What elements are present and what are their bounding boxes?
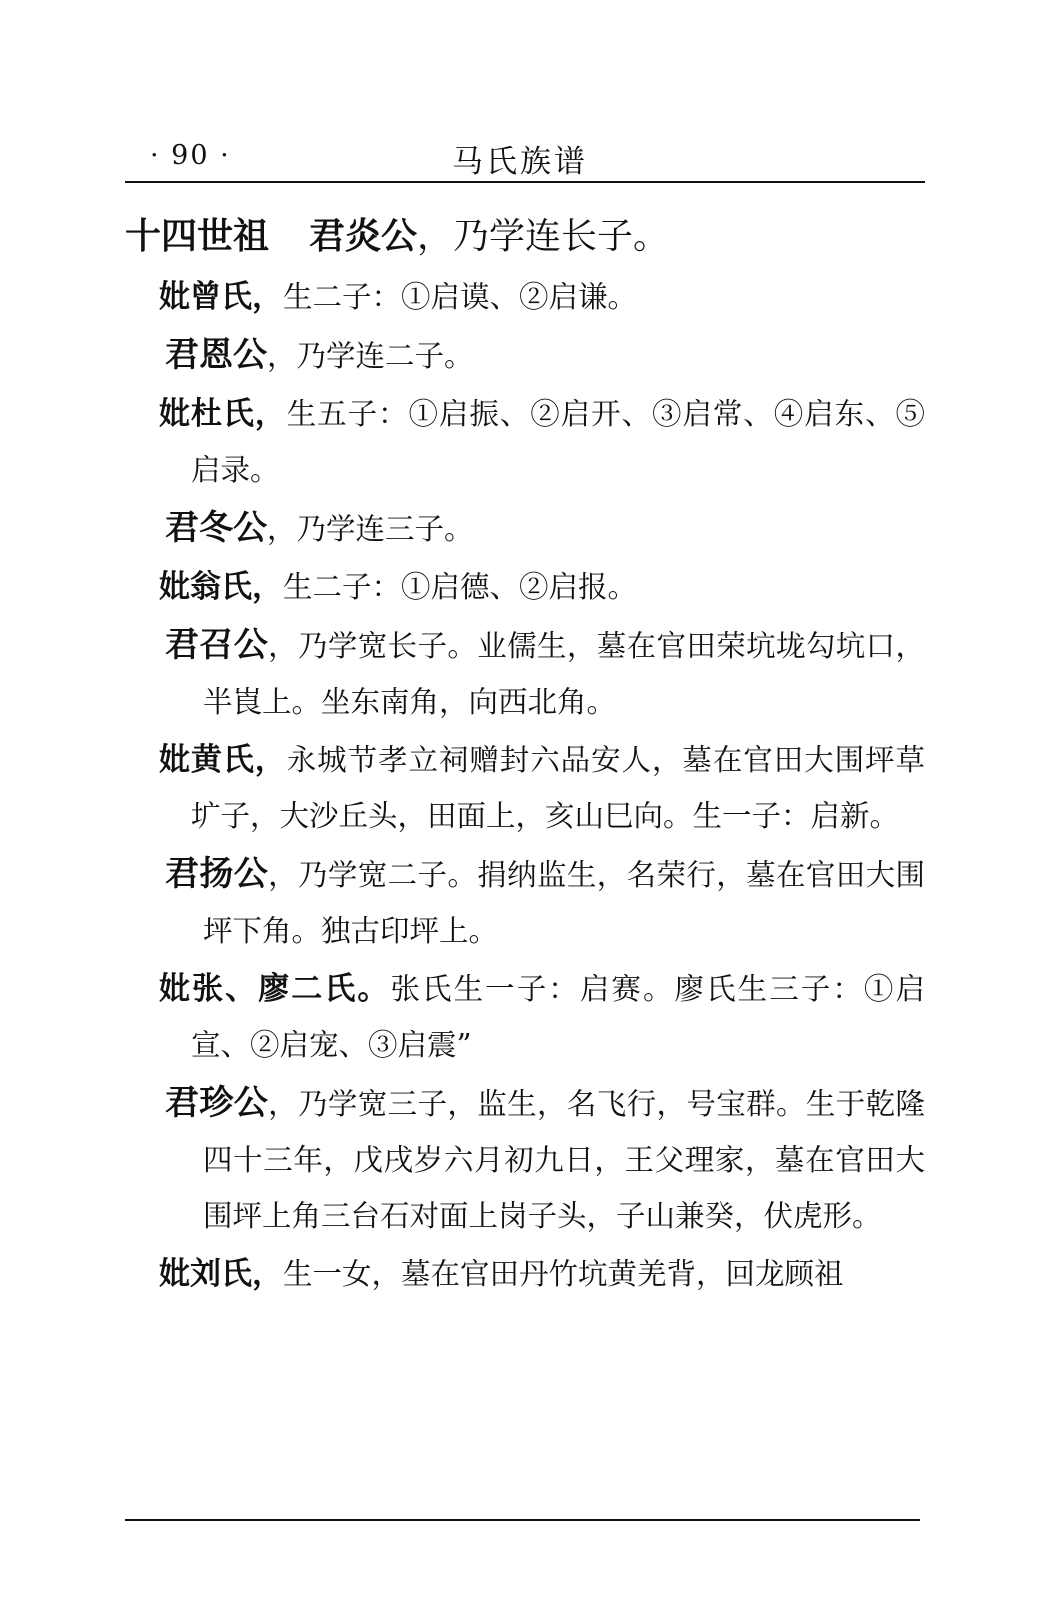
page-number: · 90 · xyxy=(150,140,231,171)
entry-text: 生二子：①启谟、②启谦。 xyxy=(283,280,638,314)
generation-label: 十四世祖 xyxy=(125,215,270,257)
entry-wife xyxy=(125,269,925,325)
entry-lead: 君召公 xyxy=(165,625,269,665)
entry-text: 生一女，墓在官田丹竹坑黄羌背，回龙顾祖 xyxy=(283,1257,844,1291)
entry-lead: 妣杜氏， xyxy=(159,396,287,432)
entry-wife xyxy=(125,1246,925,1302)
entry-lead: 妣张、廖二氏。 xyxy=(159,971,391,1007)
ancestor-name: 君炎公 xyxy=(309,215,418,257)
entry-lead: 君恩公 xyxy=(165,335,267,375)
entry-husband xyxy=(125,846,925,959)
entry-text: ，乃学宽长子。业儒生，墓在官田荣坑垅勾坑口，半崀上。坐东南角，向西北角。 xyxy=(203,629,925,719)
entry-lead: 君冬公 xyxy=(165,508,267,548)
entry-husband xyxy=(125,327,925,384)
ancestor-description: ，乃学连长子。 xyxy=(417,216,670,257)
entry-text: ，乃学连三子。 xyxy=(267,512,474,546)
entry-text: ，乃学宽三子，监生，名飞行，号宝群。生于乾隆四十三年，戊戌岁六月初九日，王父理家，墓在官田大围坪上角三台石对面上岗子头，子山兼癸，伏虎形。 xyxy=(203,1087,925,1233)
entry-text: ，乃学连二子。 xyxy=(267,339,474,373)
entry-text: ，乃学宽二子。捐纳监生，名荣行，墓在官田大围坪下角。独古印坪上。 xyxy=(203,858,925,948)
entry-text: 张氏生一子：启赛。廖氏生三子：①启宣、②启宠、③启震” xyxy=(191,972,925,1062)
entry-text: 生五子：①启振、②启开、③启常、④启东、⑤启录。 xyxy=(191,397,925,487)
entry-husband xyxy=(125,500,925,557)
entry-lead: 妣黄氏， xyxy=(159,742,287,778)
entry-wife xyxy=(125,559,925,615)
entry-wife xyxy=(125,386,925,498)
top-rule xyxy=(125,181,925,183)
entry-husband xyxy=(125,617,925,730)
entry-text: 永城节孝立祠赠封六品安人，墓在官田大围坪草圹子，大沙丘头，田面上，亥山巳向。生一子：启新。 xyxy=(191,743,925,833)
entry-wife xyxy=(125,732,925,844)
entry-husband xyxy=(125,1075,925,1244)
entry-lead: 妣刘氏， xyxy=(159,1256,283,1292)
entry-wife xyxy=(125,961,925,1073)
generation-heading xyxy=(125,204,925,269)
entry-lead: 君珍公 xyxy=(165,1083,269,1123)
running-title: 马氏族谱 xyxy=(452,144,588,180)
entry-lead: 妣曾氏， xyxy=(159,279,283,315)
entry-lead: 妣翁氏， xyxy=(159,569,283,605)
entry-text: 生二子：①启德、②启报。 xyxy=(283,570,638,604)
entry-lead: 君扬公 xyxy=(165,854,269,894)
page-body xyxy=(125,204,925,1302)
bottom-rule xyxy=(125,1519,920,1521)
